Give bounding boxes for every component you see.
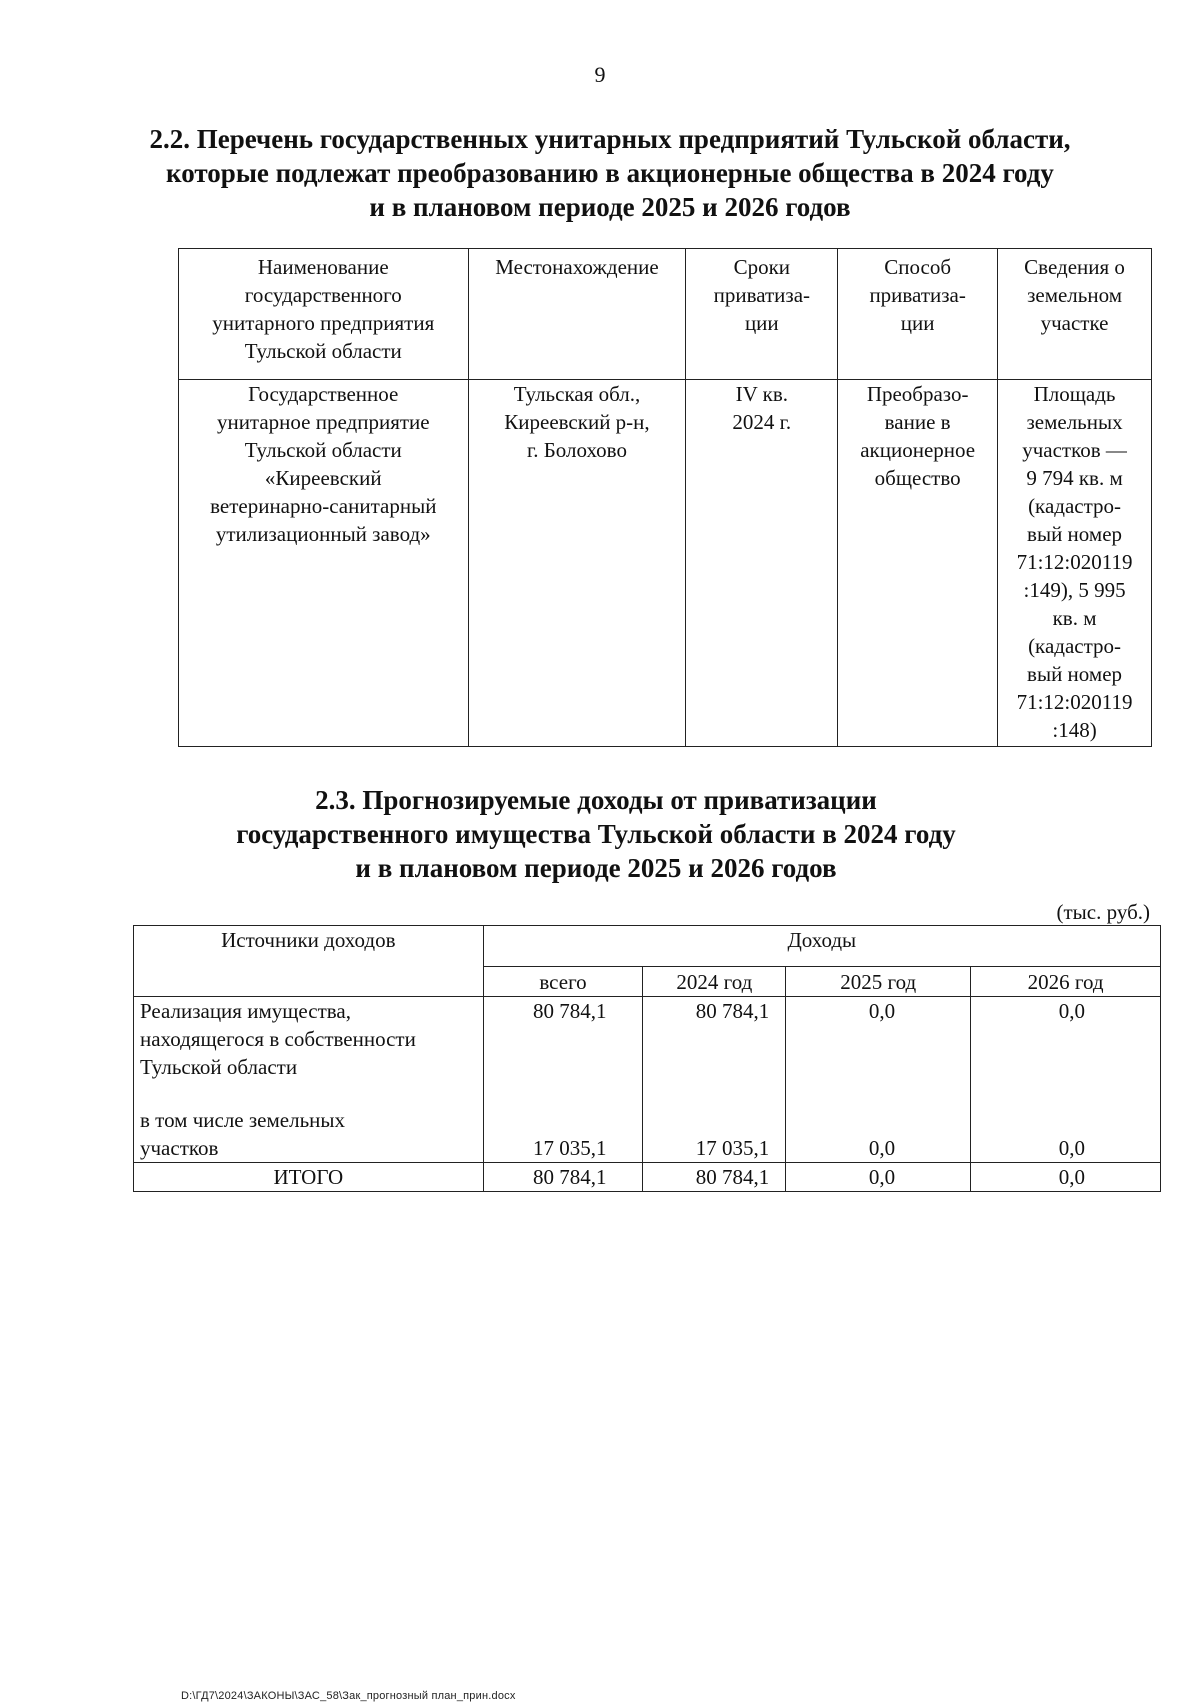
table-row [134, 997, 1161, 1163]
header-privatization-method: Способ приватиза- ции [838, 249, 998, 380]
cell-total-all: 80 784,1 [483, 1163, 643, 1192]
title-line: 2.3. Прогнозируемые доходы от приватизации [315, 785, 877, 815]
cell-total: 80 784,1 17 035,1 [483, 997, 643, 1163]
subheader-2026: 2026 год [971, 967, 1161, 997]
cell-location: Тульская обл., Киреевский р-н, г. Болохово [468, 380, 686, 747]
cell-total-label: ИТОГО [134, 1163, 484, 1192]
cell-2025: 0,0 0,0 [786, 997, 971, 1163]
title-line: 2.2. Перечень государственных унитарных предприятий Тульской области, [149, 124, 1071, 154]
header-enterprise-name: Наименование государственного унитарного предприятия Тульской области [179, 249, 469, 380]
table-total-row [134, 1163, 1161, 1192]
title-line: и в плановом периоде 2025 и 2026 годов [355, 853, 837, 883]
subheader-2024: 2024 год [643, 967, 786, 997]
cell-source-label: Реализация имущества, находящегося в собственности Тульской области в том числе земельных участков [134, 997, 484, 1163]
table-header-row [134, 926, 1161, 967]
header-location: Местонахождение [468, 249, 686, 380]
cell-enterprise-name: Государственное унитарное предприятие Тульской области «Киреевский ветеринарно-санитарный утилизационный завод» [179, 380, 469, 747]
header-income-source: Источники доходов [134, 926, 484, 997]
header-privatization-terms: Сроки приватиза- ции [686, 249, 838, 380]
section-22-title [10, 122, 1200, 224]
title-line: которые подлежат преобразованию в акционерные общества в 2024 году [166, 158, 1054, 188]
unit-note: (тыс. руб.) [1056, 900, 1150, 924]
cell-land-info: Площадь земельных участков — 9 794 кв. м (кадастро- вый номер 71:12:020119 :149), 5 995 кв. м (кадастро- вый номер 71:12:020119 :148) [998, 380, 1152, 747]
cell-2024: 80 784,1 17 035,1 [643, 997, 786, 1163]
footer-file-path: D:\ГД7\2024\ЗАКОНЫ\ЗАС_58\Зак_прогнозный план_прин.docx [181, 1690, 516, 1702]
header-income: Доходы [483, 926, 1160, 967]
title-line: государственного имущества Тульской области в 2024 году [236, 819, 956, 849]
cell-total-2026: 0,0 [971, 1163, 1161, 1192]
section-23-title [0, 783, 1196, 885]
cell-method: Преобразо- вание в акционерное общество [838, 380, 998, 747]
income-table [133, 925, 1161, 1192]
table-row [179, 380, 1152, 747]
page-number: 9 [594, 62, 606, 87]
table-header-row [179, 249, 1152, 380]
cell-terms: IV кв. 2024 г. [686, 380, 838, 747]
cell-total-2024: 80 784,1 [643, 1163, 786, 1192]
title-line: и в плановом периоде 2025 и 2026 годов [369, 192, 851, 222]
cell-total-2025: 0,0 [786, 1163, 971, 1192]
subheader-2025: 2025 год [786, 967, 971, 997]
header-land-info: Сведения о земельном участке [998, 249, 1152, 380]
enterprises-table [178, 248, 1152, 747]
cell-2026: 0,0 0,0 [971, 997, 1161, 1163]
subheader-total: всего [483, 967, 643, 997]
